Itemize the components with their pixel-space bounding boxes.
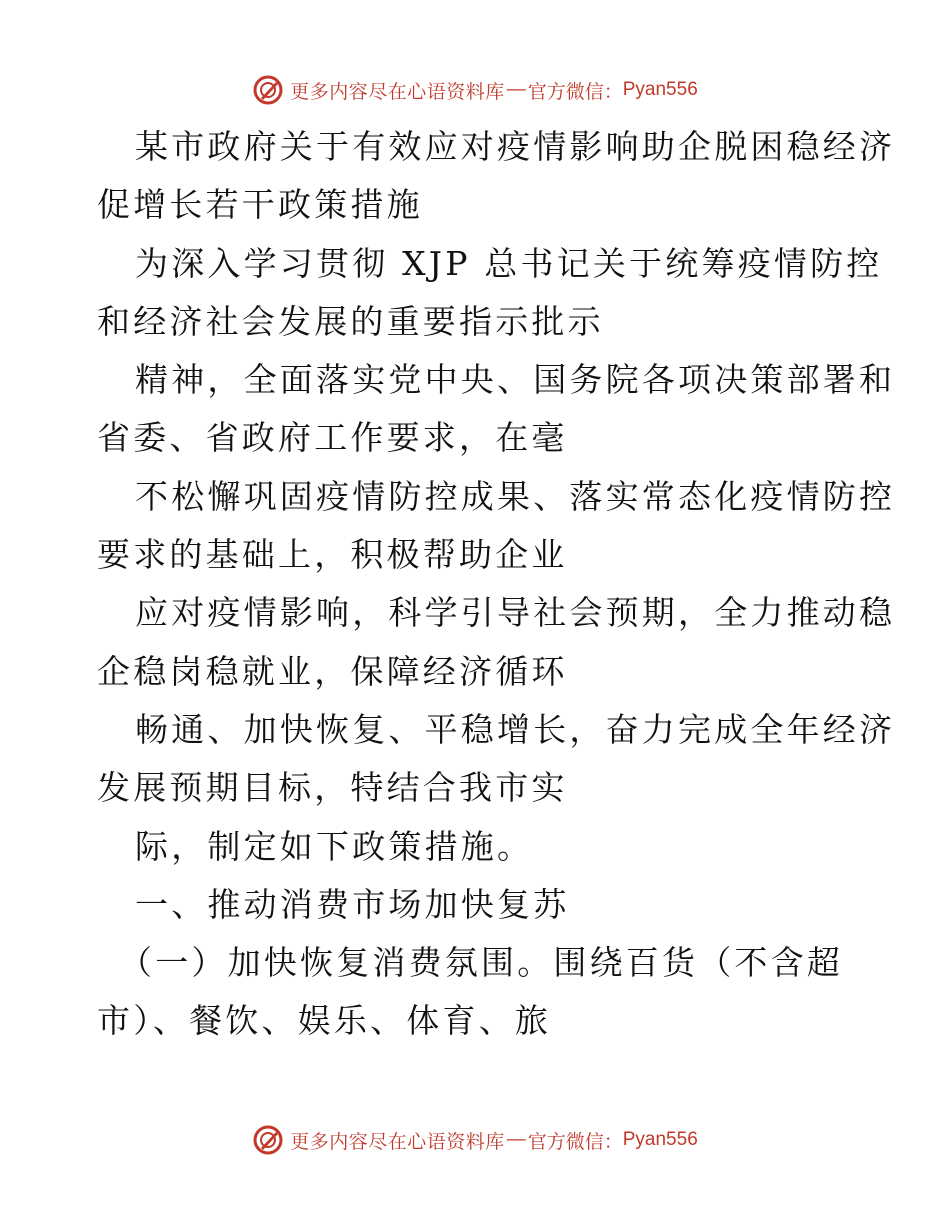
watermark-wechat-id: Pyan556 <box>622 1129 698 1150</box>
watermark-separator: — <box>506 79 526 100</box>
paragraph-line: 精神，全面落实党中央、国务院各项决策部署和 <box>135 360 896 400</box>
section-heading: 一、推动消费市场加快复苏 <box>135 884 570 924</box>
paragraph-line: 畅通、加快恢复、平稳增长，奋力完成全年经济 <box>135 709 896 749</box>
paragraph-line: 为深入学习贯彻 XJP 总书记关于统筹疫情防控 <box>135 243 883 283</box>
header-watermark <box>0 70 950 110</box>
document-body <box>97 118 896 1051</box>
watermark-label: 官方微信： <box>527 81 623 103</box>
paragraph-line: 企稳岗稳就业，保障经济循环 <box>97 651 568 691</box>
watermark-text: 更多内容尽在心语资料库 <box>290 81 505 103</box>
paragraph-line: 要求的基础上，积极帮助企业 <box>97 535 568 575</box>
paragraph-line: 和经济社会发展的重要指示批示 <box>97 301 604 341</box>
paragraph-line: 不松懈巩固疫情防控成果、落实常态化疫情防控 <box>135 476 896 516</box>
paragraph-line: 应对疫情影响，科学引导社会预期，全力推动稳 <box>135 593 896 633</box>
paragraph-line: 发展预期目标，特结合我市实 <box>97 768 568 808</box>
pen-logo-icon <box>252 1124 284 1156</box>
paragraph-line: 际，制定如下政策措施。 <box>135 826 534 866</box>
pen-logo-icon <box>252 74 284 106</box>
footer-watermark <box>0 1120 950 1160</box>
watermark-separator: — <box>506 1129 526 1150</box>
document-title-line-2: 促增长若干政策措施 <box>97 185 423 225</box>
watermark-label: 官方微信： <box>527 1131 623 1153</box>
paragraph-line: （一）加快恢复消费氛围。围绕百货（不含超 <box>119 943 843 983</box>
document-title-line-1: 某市政府关于有效应对疫情影响助企脱困稳经济 <box>135 127 896 166</box>
watermark-wechat-id: Pyan556 <box>622 79 698 100</box>
paragraph-line: 省委、省政府工作要求，在毫 <box>97 418 568 458</box>
paragraph-line: 市）、餐饮、娱乐、体育、旅 <box>97 1001 552 1041</box>
watermark-text: 更多内容尽在心语资料库 <box>290 1131 505 1153</box>
